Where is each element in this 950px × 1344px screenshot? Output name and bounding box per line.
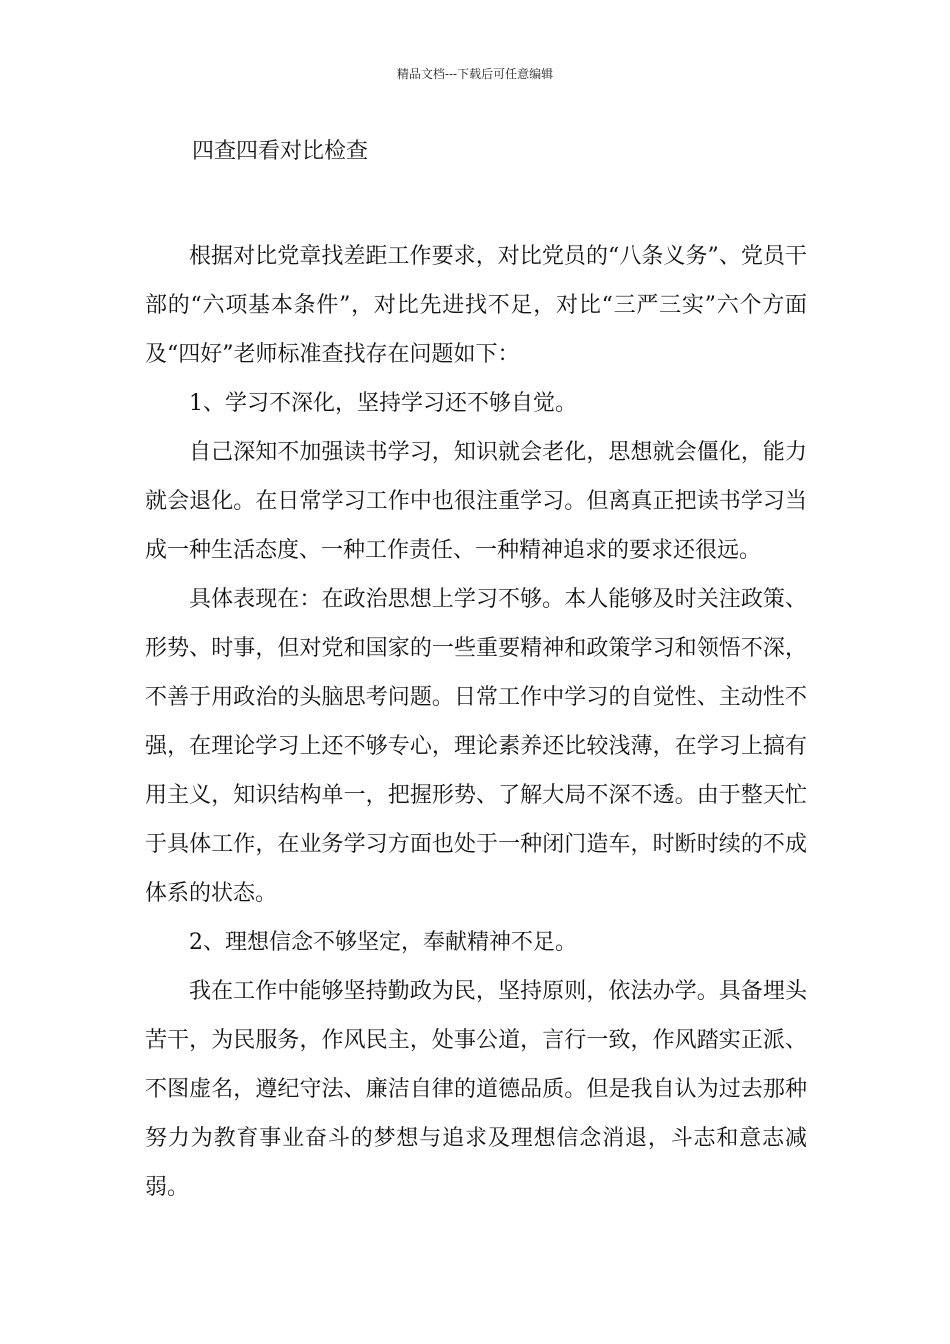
section-heading-1: 1、学习不深化，坚持学习还不够自觉。 — [189, 391, 577, 416]
document-title: 四查四看对比检查 — [192, 139, 369, 164]
section-heading-2: 2、理想信念不够坚定，奉献精神不足。 — [189, 930, 577, 955]
body-paragraph: 具体表现在：在政治思想上学习不够。本人能够及时关注政策、形势、时事，但对党和国家的一些重要精神和政策学习和领悟不深，不善于用政治的头脑思考问题。日常工作中学习的自觉性、主动性不强，在理论学习上还不够专心，理论素养还比较浅薄，在学习上搞有用主义，知识结构单一，把握形势、了解大局不深不透。由于整天忙于具体工作，在业务学习方面也处于一种闭门造车，时断时续的不成体系的状态。 — [145, 587, 807, 906]
page-header-watermark: 精品文档---下载后可任意编辑 — [396, 67, 554, 81]
body-paragraph: 自己深知不加强读书学习，知识就会老化，思想就会僵化，能力就会退化。在日常学习工作中也很注重学习。但离真正把读书学习当成一种生活态度、一种工作责任、一种精神追求的要求还很远。 — [145, 440, 807, 563]
body-paragraph: 我在工作中能够坚持勤政为民，坚持原则，依法办学。具备埋头苦干，为民服务，作风民主，处事公道，言行一致，作风踏实正派、不图虚名，遵纪守法、廉洁自律的道德品质。但是我自认为过去那种努力为教育事业奋斗的梦想与追求及理想信念消退，斗志和意志减弱。 — [145, 979, 807, 1200]
intro-paragraph: 根据对比党章找差距工作要求，对比党员的“八条义务”、党员干部的“六项基本条件”，对比先进找不足，对比“三严三实”六个方面及“四好”老师标准查找存在问题如下： — [145, 244, 807, 367]
document-body — [145, 232, 807, 1212]
